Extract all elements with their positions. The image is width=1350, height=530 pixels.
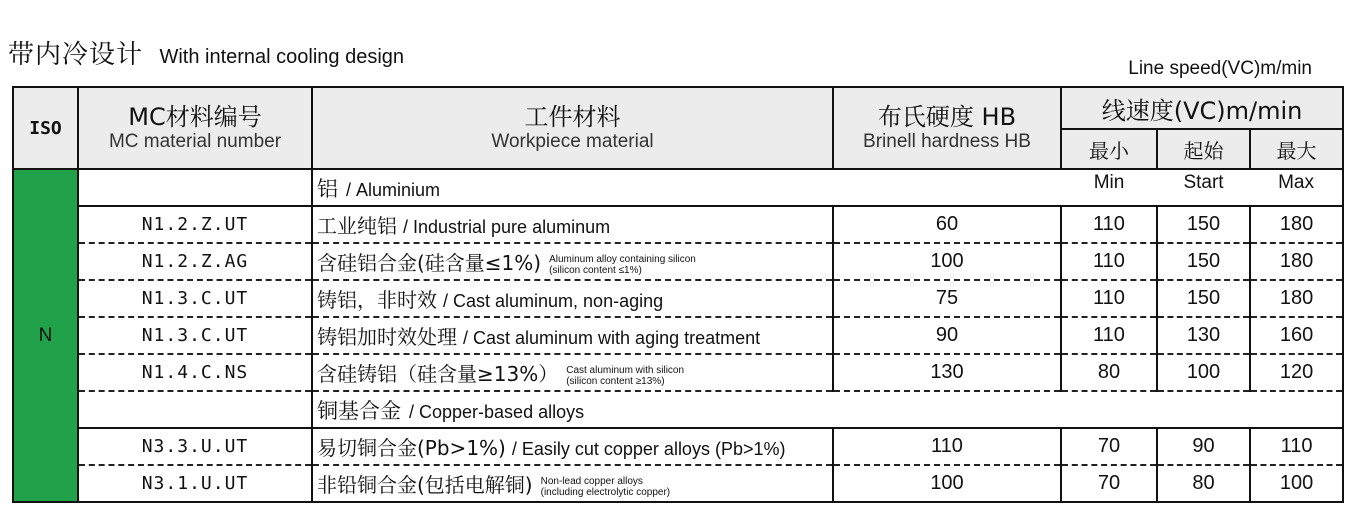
hardness: 100 bbox=[833, 465, 1061, 502]
speed-start: 100 bbox=[1157, 354, 1250, 391]
group-row-copper bbox=[13, 391, 1343, 428]
table-row bbox=[13, 465, 1343, 502]
header-brinell-hardness bbox=[833, 87, 1061, 169]
speed-start: 150 bbox=[1157, 206, 1250, 243]
hardness: 110 bbox=[833, 428, 1061, 465]
unit-start: Start bbox=[1157, 169, 1250, 206]
speed-min: 70 bbox=[1061, 465, 1157, 502]
mc-code: N1.2.Z.AG bbox=[78, 243, 312, 280]
speed-max: 160 bbox=[1250, 317, 1343, 354]
mc-code: N3.1.U.UT bbox=[78, 465, 312, 502]
speed-max: 110 bbox=[1250, 428, 1343, 465]
hardness: 75 bbox=[833, 280, 1061, 317]
workpiece-material: 含硅铝合金(硅含量≤1%) Aluminum alloy containing silicon (silicon content ≤1%) bbox=[312, 243, 833, 280]
workpiece-material: 非铅铜合金(包括电解铜) Non-lead copper alloys (including electrolytic copper) bbox=[312, 465, 833, 502]
header-start: 起始 bbox=[1157, 129, 1250, 169]
speed-min: 110 bbox=[1061, 243, 1157, 280]
cutting-data-table bbox=[12, 86, 1344, 503]
speed-max: 120 bbox=[1250, 354, 1343, 391]
speed-max: 180 bbox=[1250, 243, 1343, 280]
speed-max: 180 bbox=[1250, 206, 1343, 243]
speed-min: 110 bbox=[1061, 206, 1157, 243]
header-mc-material-number bbox=[78, 87, 312, 169]
header-line-speed: 线速度(VC)m/min bbox=[1061, 87, 1343, 129]
mc-code: N3.3.U.UT bbox=[78, 428, 312, 465]
iso-group-cell: N bbox=[13, 169, 78, 502]
line-speed-note: Line speed(VC)m/min bbox=[1128, 58, 1312, 79]
header-mc-cn: MC材料编号 bbox=[128, 103, 262, 131]
header-hb-cn: 布氏硬度 HB bbox=[877, 103, 1017, 131]
page-title-cn: 带内冷设计 bbox=[8, 40, 144, 70]
speed-start: 150 bbox=[1157, 243, 1250, 280]
mc-code: N1.4.C.NS bbox=[78, 354, 312, 391]
speed-max: 180 bbox=[1250, 280, 1343, 317]
workpiece-material: 工业纯铝 / Industrial pure aluminum bbox=[312, 206, 833, 243]
unit-max: Max bbox=[1250, 169, 1343, 206]
hardness: 60 bbox=[833, 206, 1061, 243]
mc-code: N1.3.C.UT bbox=[78, 317, 312, 354]
header-max: 最大 bbox=[1250, 129, 1343, 169]
speed-start: 90 bbox=[1157, 428, 1250, 465]
speed-min: 110 bbox=[1061, 280, 1157, 317]
table-row bbox=[13, 428, 1343, 465]
unit-min: Min bbox=[1061, 169, 1157, 206]
header-mc-en: MC material number bbox=[108, 131, 282, 152]
group-name: 铝 / Aluminium bbox=[312, 169, 1061, 206]
workpiece-note: Aluminum alloy containing silicon (silicon content ≤1%) bbox=[549, 253, 696, 276]
speed-start: 80 bbox=[1157, 465, 1250, 502]
workpiece-note: Cast aluminum with silicon (silicon content ≥13%) bbox=[566, 364, 685, 387]
table-row bbox=[13, 243, 1343, 280]
hardness: 90 bbox=[833, 317, 1061, 354]
table-row bbox=[13, 354, 1343, 391]
speed-max: 100 bbox=[1250, 465, 1343, 502]
header-min: 最小 bbox=[1061, 129, 1157, 169]
header-iso: ISO bbox=[13, 87, 78, 169]
workpiece-material: 铸铝加时效处理 / Cast aluminum with aging treatment bbox=[312, 317, 833, 354]
speed-min: 80 bbox=[1061, 354, 1157, 391]
header-wp-cn: 工件材料 bbox=[524, 103, 621, 131]
workpiece-material: 含硅铸铝（硅含量≥13%） Cast aluminum with silicon (silicon content ≥13%) bbox=[312, 354, 833, 391]
header-hb-en: Brinell hardness HB bbox=[863, 131, 1031, 152]
hardness: 100 bbox=[833, 243, 1061, 280]
table-body bbox=[13, 169, 1343, 502]
table-row bbox=[13, 317, 1343, 354]
table-row bbox=[13, 206, 1343, 243]
group-name: 铜基合金 / Copper-based alloys bbox=[312, 391, 1343, 428]
page-title-en: With internal cooling design bbox=[159, 46, 405, 68]
workpiece-note: Non-lead copper alloys (including electrolytic copper) bbox=[540, 475, 671, 498]
table-row bbox=[13, 280, 1343, 317]
mc-code: N1.2.Z.UT bbox=[78, 206, 312, 243]
workpiece-material: 铸铝，非时效 / Cast aluminum, non-aging bbox=[312, 280, 833, 317]
group-row-aluminium bbox=[13, 169, 1343, 206]
speed-min: 110 bbox=[1061, 317, 1157, 354]
header-wp-en: Workpiece material bbox=[491, 131, 654, 152]
speed-start: 130 bbox=[1157, 317, 1250, 354]
page-title bbox=[8, 34, 404, 71]
speed-min: 70 bbox=[1061, 428, 1157, 465]
mc-code: N1.3.C.UT bbox=[78, 280, 312, 317]
hardness: 130 bbox=[833, 354, 1061, 391]
header-workpiece-material bbox=[312, 87, 833, 169]
speed-start: 150 bbox=[1157, 280, 1250, 317]
workpiece-material: 易切铜合金(Pb>1%) / Easily cut copper alloys (Pb>1%) bbox=[312, 428, 833, 465]
